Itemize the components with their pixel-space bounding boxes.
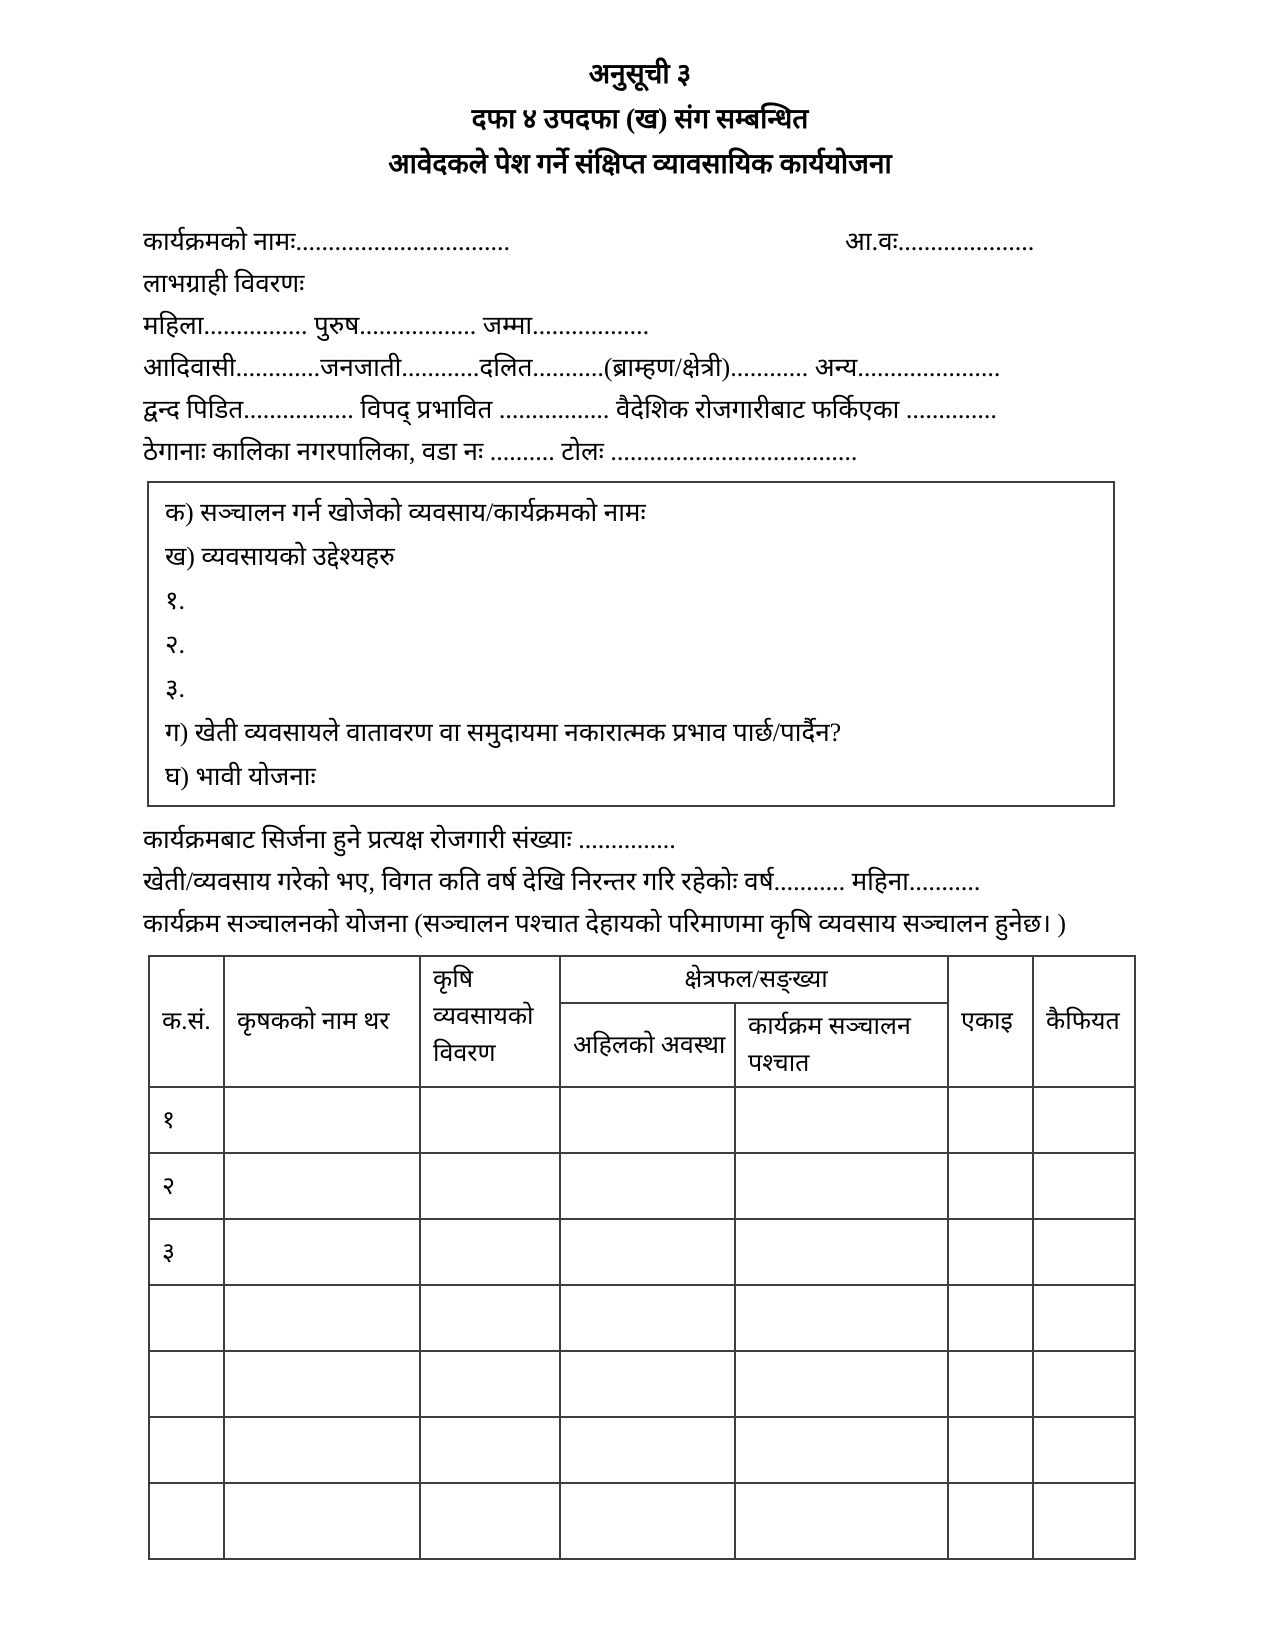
empty-cell xyxy=(1033,1153,1135,1219)
empty-cell xyxy=(560,1417,735,1483)
empty-cell xyxy=(224,1483,420,1559)
table-row xyxy=(149,1417,1135,1483)
empty-cell xyxy=(420,1351,560,1417)
empty-cell xyxy=(224,1351,420,1417)
empty-cell xyxy=(735,1285,948,1351)
plan-heading-line: कार्यक्रम सञ्चालनको योजना (सञ्चालन पश्चात देहायको परिमाणमा कृषि व्यवसाय सञ्चालन हुनेछ। ) xyxy=(143,909,1067,938)
gender-line: महिला................ पुरुष.................. जम्मा.................. xyxy=(143,311,650,340)
field-program-name: कार्यक्रमको नामः................................. xyxy=(143,227,510,256)
header-after-program: कार्यक्रम सञ्चालन पश्चात xyxy=(735,1003,948,1087)
empty-cell xyxy=(420,1483,560,1559)
empty-cell xyxy=(560,1285,735,1351)
empty-cell xyxy=(224,1219,420,1285)
row-number-cell xyxy=(149,1483,224,1559)
table-row xyxy=(149,1285,1135,1351)
table-row xyxy=(149,1087,1135,1153)
doc-subtitle-description: आवेदकले पेश गर्ने संक्षिप्त व्यावसायिक कार्ययोजना xyxy=(388,149,892,180)
header-serial-number: क.सं. xyxy=(149,956,224,1087)
empty-cell xyxy=(420,1219,560,1285)
header-business-detail: कृषि व्यवसायको विवरण xyxy=(420,956,560,1087)
empty-cell xyxy=(420,1285,560,1351)
empty-cell xyxy=(948,1087,1033,1153)
empty-cell xyxy=(735,1351,948,1417)
doc-title: अनुसूची ३ xyxy=(588,59,692,90)
empty-cell xyxy=(560,1087,735,1153)
table-row xyxy=(149,1483,1135,1559)
empty-cell xyxy=(1033,1087,1135,1153)
empty-cell xyxy=(948,1153,1033,1219)
plan-table-body xyxy=(149,1087,1135,1559)
box-item-objective-2: २. xyxy=(165,630,186,659)
table-header-row-top xyxy=(149,956,1135,1003)
row-number-cell xyxy=(149,1417,224,1483)
header-remarks: कैफियत xyxy=(1033,956,1135,1087)
row-number-cell: २ xyxy=(149,1153,224,1219)
empty-cell xyxy=(224,1087,420,1153)
row-number-cell: ३ xyxy=(149,1219,224,1285)
empty-cell xyxy=(224,1417,420,1483)
affected-line: द्वन्द पिडित................. विपद् प्रभावित ................. वैदेशिक रोजगारीबाट फर्किएका .............. xyxy=(143,395,997,424)
business-details-box xyxy=(147,481,1115,807)
plan-table xyxy=(148,955,1136,1560)
empty-cell xyxy=(735,1087,948,1153)
empty-cell xyxy=(560,1351,735,1417)
box-item-objectives: ख) व्यवसायको उद्देश्यहरु xyxy=(165,542,395,571)
header-unit: एकाइ xyxy=(948,956,1033,1087)
empty-cell xyxy=(1033,1285,1135,1351)
box-item-environment-impact: ग) खेती व्यवसायले वातावरण वा समुदायमा नकारात्मक प्रभाव पार्छ/पार्दैन? xyxy=(165,718,842,747)
empty-cell xyxy=(224,1153,420,1219)
row-number-cell: १ xyxy=(149,1087,224,1153)
ethnicity-line: आदिवासी.............जनजाती............दलित...........(ब्राम्हण/क्षेत्री)............ अन्य...................... xyxy=(143,353,1001,382)
empty-cell xyxy=(735,1219,948,1285)
table-row xyxy=(149,1153,1135,1219)
empty-cell xyxy=(1033,1219,1135,1285)
row-number-cell xyxy=(149,1285,224,1351)
program-name-line xyxy=(143,221,1137,263)
empty-cell xyxy=(560,1219,735,1285)
field-fiscal-year: आ.वः..................... xyxy=(845,227,1035,256)
table-row xyxy=(149,1351,1135,1417)
empty-cell xyxy=(948,1285,1033,1351)
empty-cell xyxy=(420,1087,560,1153)
row-number-cell xyxy=(149,1351,224,1417)
header-area-count-group: क्षेत्रफल/सङ्ख्या xyxy=(560,956,948,1003)
box-item-business-name: क) सञ्चालन गर्न खोजेको व्यवसाय/कार्यक्रमको नामः xyxy=(165,498,646,527)
box-item-objective-1: १. xyxy=(165,586,186,615)
table-row xyxy=(149,1219,1135,1285)
header-current-status: अहिलको अवस्था xyxy=(560,1003,735,1087)
box-item-future-plan: घ) भावी योजनाः xyxy=(165,762,316,791)
header-farmer-name: कृषकको नाम थर xyxy=(224,956,420,1087)
empty-cell xyxy=(948,1219,1033,1285)
box-item-objective-3: ३. xyxy=(165,674,186,703)
empty-cell xyxy=(735,1417,948,1483)
beneficiary-heading: लाभग्राही विवरणः xyxy=(143,269,305,298)
empty-cell xyxy=(948,1351,1033,1417)
empty-cell xyxy=(420,1417,560,1483)
empty-cell xyxy=(948,1483,1033,1559)
empty-cell xyxy=(735,1483,948,1559)
doc-subtitle-section: दफा ४ उपदफा (ख) संग सम्बन्धित xyxy=(471,104,809,135)
empty-cell xyxy=(560,1483,735,1559)
document-title-block xyxy=(143,52,1137,187)
empty-cell xyxy=(1033,1417,1135,1483)
empty-cell xyxy=(1033,1483,1135,1559)
empty-cell xyxy=(948,1417,1033,1483)
empty-cell xyxy=(224,1285,420,1351)
experience-line: खेती/व्यवसाय गरेको भए, विगत कति वर्ष देखि निरन्तर गरि रहेकोः वर्ष........... महिना........... xyxy=(143,867,981,896)
empty-cell xyxy=(735,1153,948,1219)
employment-line: कार्यक्रमबाट सिर्जना हुने प्रत्यक्ष रोजगारी संख्याः ............... xyxy=(143,825,676,854)
empty-cell xyxy=(420,1153,560,1219)
empty-cell xyxy=(560,1153,735,1219)
empty-cell xyxy=(1033,1351,1135,1417)
address-line: ठेगानाः कालिका नगरपालिका, वडा नः .......... टोलः ...................................... xyxy=(143,437,858,466)
